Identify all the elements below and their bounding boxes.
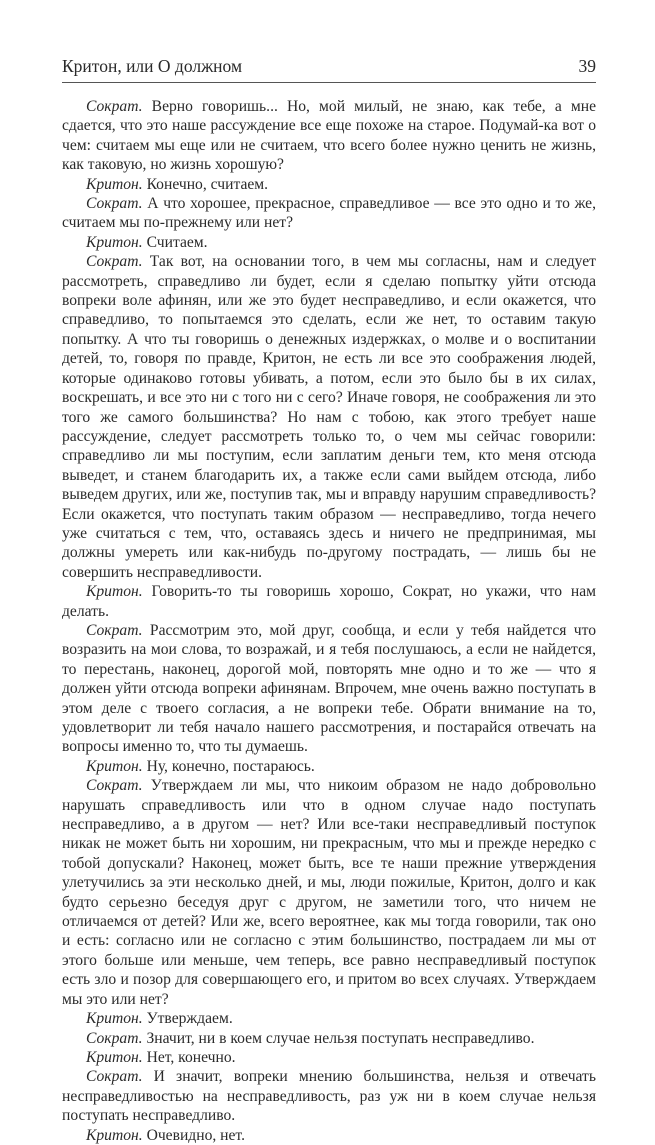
speech-text: Утверждаем ли мы, что никоим образом не надо добровольно нарушать справедливость или что в одном случае надо поступать несправедливо, а в другом — нет? Или все-таки несправедливый поступок никак не может быть ни хорошим, ни прекрасным, что мы и прежде нередко с тобой допускали? Наконец, может быть, все те наши прежние утверждения улетучились за эти несколько дней, и мы, люди пожилые, Критон, долго и как будто серьезно беседуя друг с другом, не заметили того, что ничем не отличаемся от детей? Или же, всего вероятнее, как мы тогда говорили, так оно и есть: согласно или не согласно с этим большинство, пострадаем ли мы от этого больше или меньше, чем теперь, все равно несправедливый поступок есть зло и позор для совершающего его, и притом во всех случаях. Утверждаем мы это или нет?: [62, 777, 596, 1008]
dialogue-paragraph: [62, 621, 596, 757]
speaker-name: Сократ.: [86, 777, 143, 795]
speaker-name: Критон.: [86, 175, 143, 193]
speech-text: Ну, конечно, постараюсь.: [146, 757, 315, 775]
dialogue-paragraph: [62, 194, 596, 233]
speaker-name: Критон.: [86, 233, 143, 251]
dialogue-paragraph: [62, 97, 596, 175]
dialogue-text: [62, 97, 596, 1145]
dialogue-paragraph: [62, 757, 596, 776]
speaker-name: Сократ.: [86, 98, 143, 115]
dialogue-paragraph: [62, 1029, 596, 1048]
dialogue-paragraph: [62, 252, 596, 582]
speaker-name: Сократ.: [86, 621, 143, 639]
speech-text: Значит, ни в коем случае нельзя поступать несправедливо.: [146, 1029, 535, 1047]
speaker-name: Сократ.: [86, 195, 143, 213]
speaker-name: Критон.: [86, 757, 143, 775]
dialogue-paragraph: [62, 1048, 596, 1067]
dialogue-paragraph: [62, 582, 596, 621]
speech-text: И значит, вопреки мнению большинства, нельзя и отвечать несправедливостью на несправедливость, раз уж ни в коем случае нельзя поступать несправедливо.: [62, 1068, 596, 1125]
speaker-name: Сократ.: [86, 1068, 143, 1086]
speaker-name: Критон.: [86, 1126, 143, 1144]
dialogue-paragraph: [62, 175, 596, 194]
speech-text: Верно говоришь... Но, мой милый, не знаю, как тебе, а мне сдается, что это наше рассуждение все еще похоже на старое. Подумай-ка вот о чем: считаем мы еще или не считаем, что всего более нужно ценить не жизнь, как таковую, но жизнь хорошую?: [62, 98, 596, 174]
dialogue-paragraph: [62, 233, 596, 252]
speaker-name: Критон.: [86, 1010, 143, 1028]
dialogue-paragraph: [62, 776, 596, 1009]
speech-text: Утверждаем.: [146, 1010, 233, 1028]
speech-text: Очевидно, нет.: [146, 1126, 245, 1144]
speech-text: А что хорошее, прекрасное, справедливое — все это одно и то же, считаем мы по-прежнему или нет?: [62, 195, 596, 232]
running-title: Критон, или О должном: [62, 56, 243, 76]
dialogue-paragraph: [62, 1126, 596, 1145]
speaker-name: Критон.: [86, 583, 143, 601]
speaker-name: Критон.: [86, 1048, 143, 1066]
speaker-name: Сократ.: [86, 253, 143, 271]
page-number: 39: [578, 56, 596, 76]
speech-text: Говорить-то ты говоришь хорошо, Сократ, но укажи, что нам делать.: [62, 583, 596, 620]
speech-text: Так вот, на основании того, в чем мы согласны, нам и следует рассмотреть, справедливо ли будет, если я сделаю попытку уйти отсюда вопреки воле афинян, или же это будет несправедливо, и если окажется, что справедливо, то попытаемся это сделать, если же нет, то оставим такую попытку. А что ты говоришь о денежных издержках, о молве и о воспитании детей, то, говоря по правде, Критон, не есть ли все это соображения людей, которые одинаково готовы убивать, а потом, если это было бы в их силах, воскрешать, и все это ни с того ни с сего? Иначе говоря, не соображения ли это того же самого большинства? Но нам с тобою, как этого требует наше рассуждение, следует рассмотреть только то, о чем мы сейчас говорили: справедливо ли мы поступим, если заплатим деньги тем, кто меня отсюда выведет, и станем благодарить их, а также если сами выйдем отсюда, либо выведем других, или же, поступив так, мы и вправду нарушим справедливость? Если окажется, что поступать таким образом — несправедливо, тогда нечего уже считаться с тем, что, оставаясь здесь и ничего не предпринимая, мы должны умереть или как-нибудь по-другому пострадать, — лишь бы не совершить несправедливости.: [62, 253, 596, 581]
speech-text: Считаем.: [146, 233, 208, 251]
speaker-name: Сократ.: [86, 1029, 143, 1047]
speech-text: Конечно, считаем.: [146, 175, 269, 193]
dialogue-paragraph: [62, 1009, 596, 1028]
speech-text: Рассмотрим это, мой друг, сообща, и если у тебя найдется что возразить на мои слова, то возражай, и я тебя послушаюсь, а если не найдется, то перестань, наконец, дорогой мой, повторять мне одно и то же — что я должен уйти отсюда вопреки афинянам. Впрочем, мне очень важно поступать в этом деле с твоего согласия, а не вопреки тебе. Обрати внимание на то, удовлетворит ли тебя начало нашего рассмотрения, и постарайся отвечать на вопросы именно то, что ты думаешь.: [62, 621, 596, 756]
dialogue-paragraph: [62, 1067, 596, 1125]
running-header: [62, 56, 596, 83]
speech-text: Нет, конечно.: [146, 1048, 236, 1066]
